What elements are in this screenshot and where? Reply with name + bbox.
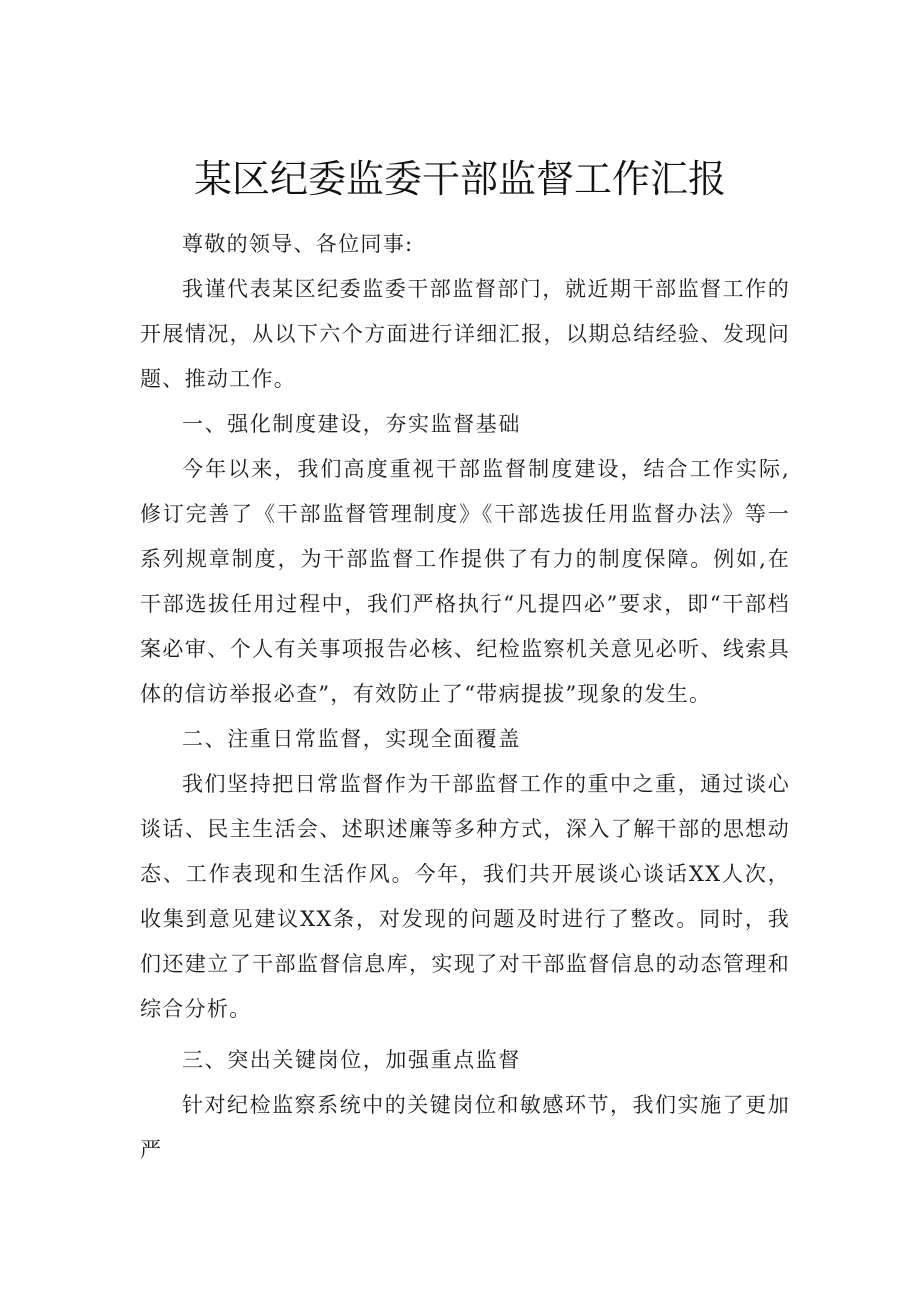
intro-paragraph: 我谨代表某区纪委监委干部监督部门，就近期干部监督工作的开展情况，从以下六个方面进行详细汇报，以期总结经验、发现问题、推动工作。 xyxy=(140,277,790,391)
section-1-paragraph: 今年以来，我们高度重视干部监督制度建设，结合工作实际,修订完善了《干部监督管理制度》《干部选拔任用监督办法》等一系列规章制度，为干部监督工作提供了有力的制度保障。例如,在干部选拔任用过程中，我们严格执行“凡提四必”要求，即“干部档案必审、个人有关事项报告必核、纪检监察机关意见必听、线索具体的信访举报必查”，有效防止了“带病提拔”现象的发生。 xyxy=(140,457,790,706)
section-heading-1: 一、强化制度建设，夯实监督基础 xyxy=(182,412,521,436)
section-heading-2: 二、注重日常监督，实现全面覆盖 xyxy=(182,727,521,751)
section-3-paragraph: 针对纪检监察系统中的关键岗位和敏感环节，我们实施了更加严 xyxy=(140,1093,790,1162)
section-heading-3: 三、突出关键岗位，加强重点监督 xyxy=(182,1048,521,1072)
document-body xyxy=(140,222,790,1173)
salutation: 尊敬的领导、各位同事: xyxy=(182,232,414,256)
document-title: 某区纪委监委干部监督工作汇报 xyxy=(193,157,726,201)
section-2-paragraph: 我们坚持把日常监督作为干部监督工作的重中之重，通过谈心谈话、民主生活会、述职述廉等多种方式，深入了解干部的思想动态、工作表现和生活作风。今年，我们共开展谈心谈话XX人次，收集到意见建议XX条，对发现的问题及时进行了整改。同时，我们还建立了干部监督信息库，实现了对干部监督信息的动态管理和综合分析。 xyxy=(140,772,790,1021)
